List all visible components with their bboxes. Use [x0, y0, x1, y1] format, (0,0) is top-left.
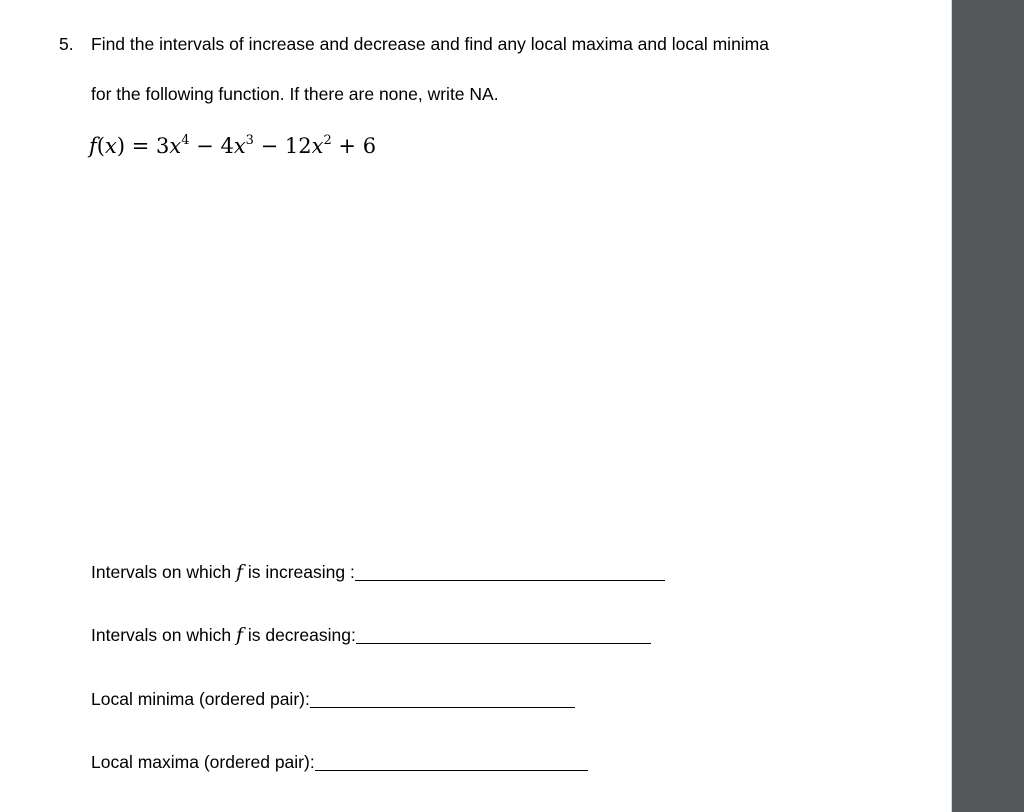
equation-func-name: f: [89, 134, 97, 158]
local-minima-row: [91, 688, 575, 710]
problem-number: 5.: [59, 34, 74, 54]
viewer-side-panel: [951, 0, 1024, 812]
local-minima-answer-blank[interactable]: [310, 691, 575, 708]
decreasing-label-suffix: is decreasing:: [242, 625, 356, 645]
increasing-label-suffix: is increasing :: [242, 562, 355, 582]
increasing-f-symbol: f: [235, 561, 243, 583]
equation-equals: =: [125, 134, 156, 158]
problem-instruction-line-2: for the following function. If there are none, write NA.: [91, 84, 499, 104]
increasing-label-prefix: Intervals on which: [91, 562, 236, 582]
term2-variable: x: [233, 134, 246, 158]
decreasing-intervals-row: [91, 624, 651, 646]
term2-exponent: 3: [245, 133, 254, 148]
equation-constant: 6: [362, 134, 377, 158]
decreasing-answer-blank[interactable]: [356, 627, 651, 644]
problem-instruction-line-1: Find the intervals of increase and decrease and find any local maxima and local minima: [91, 34, 769, 54]
operator-3: +: [331, 134, 363, 158]
term3-variable: x: [311, 134, 324, 158]
local-minima-label: Local minima (ordered pair):: [91, 689, 310, 709]
term1-variable: x: [169, 134, 182, 158]
term2-coefficient: 4: [220, 134, 234, 158]
function-equation: [89, 132, 376, 160]
decreasing-f-symbol: f: [235, 624, 243, 646]
term1-exponent: 4: [181, 133, 190, 148]
operator-2: −: [253, 134, 285, 158]
equation-arg-var: x: [104, 134, 117, 158]
operator-1: −: [189, 134, 221, 158]
term1-coefficient: 3: [155, 134, 170, 158]
local-maxima-answer-blank[interactable]: [315, 754, 588, 771]
term3-coefficient: 12: [284, 134, 312, 158]
increasing-answer-blank[interactable]: [355, 564, 665, 581]
equation-paren-open: (: [96, 134, 105, 158]
term3-exponent: 2: [323, 133, 332, 148]
increasing-intervals-row: [91, 561, 665, 583]
equation-paren-close: ): [116, 134, 126, 158]
decreasing-label-prefix: Intervals on which: [91, 625, 236, 645]
local-maxima-label: Local maxima (ordered pair):: [91, 752, 315, 772]
local-maxima-row: [91, 751, 588, 773]
